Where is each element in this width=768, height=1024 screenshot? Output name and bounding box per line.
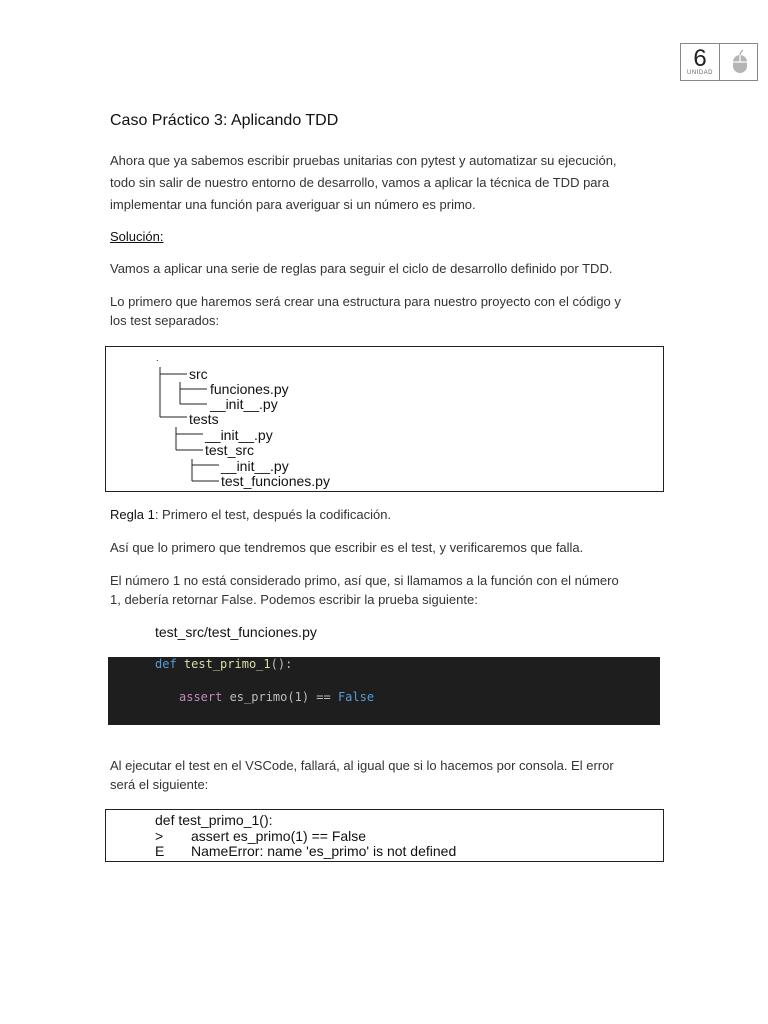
code-call: es_primo(1) == bbox=[222, 690, 338, 704]
intro-paragraph bbox=[110, 150, 670, 216]
run-text-line: Al ejecutar el test en el VSCode, fallará, al igual que si lo hacemos por consola. El error bbox=[110, 758, 614, 773]
error-marker-e: E bbox=[155, 843, 165, 859]
code-function-parens: (): bbox=[270, 657, 293, 671]
intro-line: implementar una función para averiguar si un número es primo. bbox=[110, 197, 476, 212]
error-output bbox=[105, 809, 664, 862]
number-one-line: 1, debería retornar False. Podemos escribir la prueba siguiente: bbox=[110, 592, 478, 607]
error-line-nameerror: NameError: name 'es_primo' is not defined bbox=[191, 843, 457, 859]
tree-item-init-test-src: __init__.py bbox=[221, 458, 289, 474]
intro-line: todo sin salir de nuestro entorno de desarrollo, vamos a aplicar la técnica de TDD para bbox=[110, 175, 610, 190]
directory-tree bbox=[105, 346, 664, 492]
code-false-keyword: False bbox=[337, 690, 375, 704]
code-def-keyword: def bbox=[155, 657, 177, 671]
verify-text: Así que lo primero que tendremos que escribir es el test, y verificaremos que falla. bbox=[110, 540, 584, 555]
tree-item-test-funciones: test_funciones.py bbox=[221, 473, 330, 489]
code-function-name: test_primo_1 bbox=[183, 657, 271, 671]
rule-1-label: Regla 1 bbox=[110, 507, 155, 522]
tree-item-tests: tests bbox=[189, 411, 219, 427]
tree-item-init-src: __init__.py bbox=[210, 396, 278, 412]
unit-number-cell bbox=[681, 44, 720, 80]
mouse-icon bbox=[731, 49, 749, 75]
unit-badge bbox=[680, 43, 758, 81]
rule-1 bbox=[110, 504, 670, 526]
page-title: Caso Práctico 3: Aplicando TDD bbox=[110, 112, 339, 129]
structure-line: los test separados: bbox=[110, 313, 220, 328]
number-one-paragraph bbox=[110, 571, 670, 609]
run-text-line: será el siguiente: bbox=[110, 777, 209, 792]
error-line-assert: assert es_primo(1) == False bbox=[191, 828, 367, 844]
tree-item-test-src: test_src bbox=[205, 442, 255, 458]
code-line-def bbox=[155, 657, 292, 671]
tree-root: . bbox=[156, 353, 159, 363]
error-line-def: def test_primo_1(): bbox=[155, 812, 273, 828]
code-block bbox=[108, 657, 660, 725]
structure-intro bbox=[110, 292, 670, 330]
code-assert-keyword: assert bbox=[179, 690, 223, 704]
tree-item-funciones: funciones.py bbox=[210, 381, 289, 397]
rules-intro: Vamos a aplicar una serie de reglas para seguir el ciclo de desarrollo definido por TDD. bbox=[110, 261, 613, 276]
intro-line: Ahora que ya sabemos escribir pruebas unitarias con pytest y automatizar su ejecución, bbox=[110, 153, 617, 168]
unit-label: UNIDAD bbox=[686, 70, 713, 76]
tree-item-init-tests: __init__.py bbox=[205, 427, 273, 443]
run-text bbox=[110, 756, 670, 794]
rule-1-text: : Primero el test, después la codificación. bbox=[154, 507, 392, 522]
structure-line: Lo primero que haremos será crear una estructura para nuestro proyecto con el código y bbox=[110, 294, 621, 309]
test-file-path: test_src/test_funciones.py bbox=[155, 624, 317, 640]
error-marker-gt: > bbox=[155, 828, 164, 844]
solution-heading: Solución: bbox=[110, 229, 164, 244]
tree-item-src: src bbox=[189, 366, 208, 382]
number-one-line: El número 1 no está considerado primo, así que, si llamamos a la función con el número bbox=[110, 573, 619, 588]
unit-number: 6 bbox=[693, 45, 707, 72]
code-line-assert bbox=[179, 690, 374, 704]
